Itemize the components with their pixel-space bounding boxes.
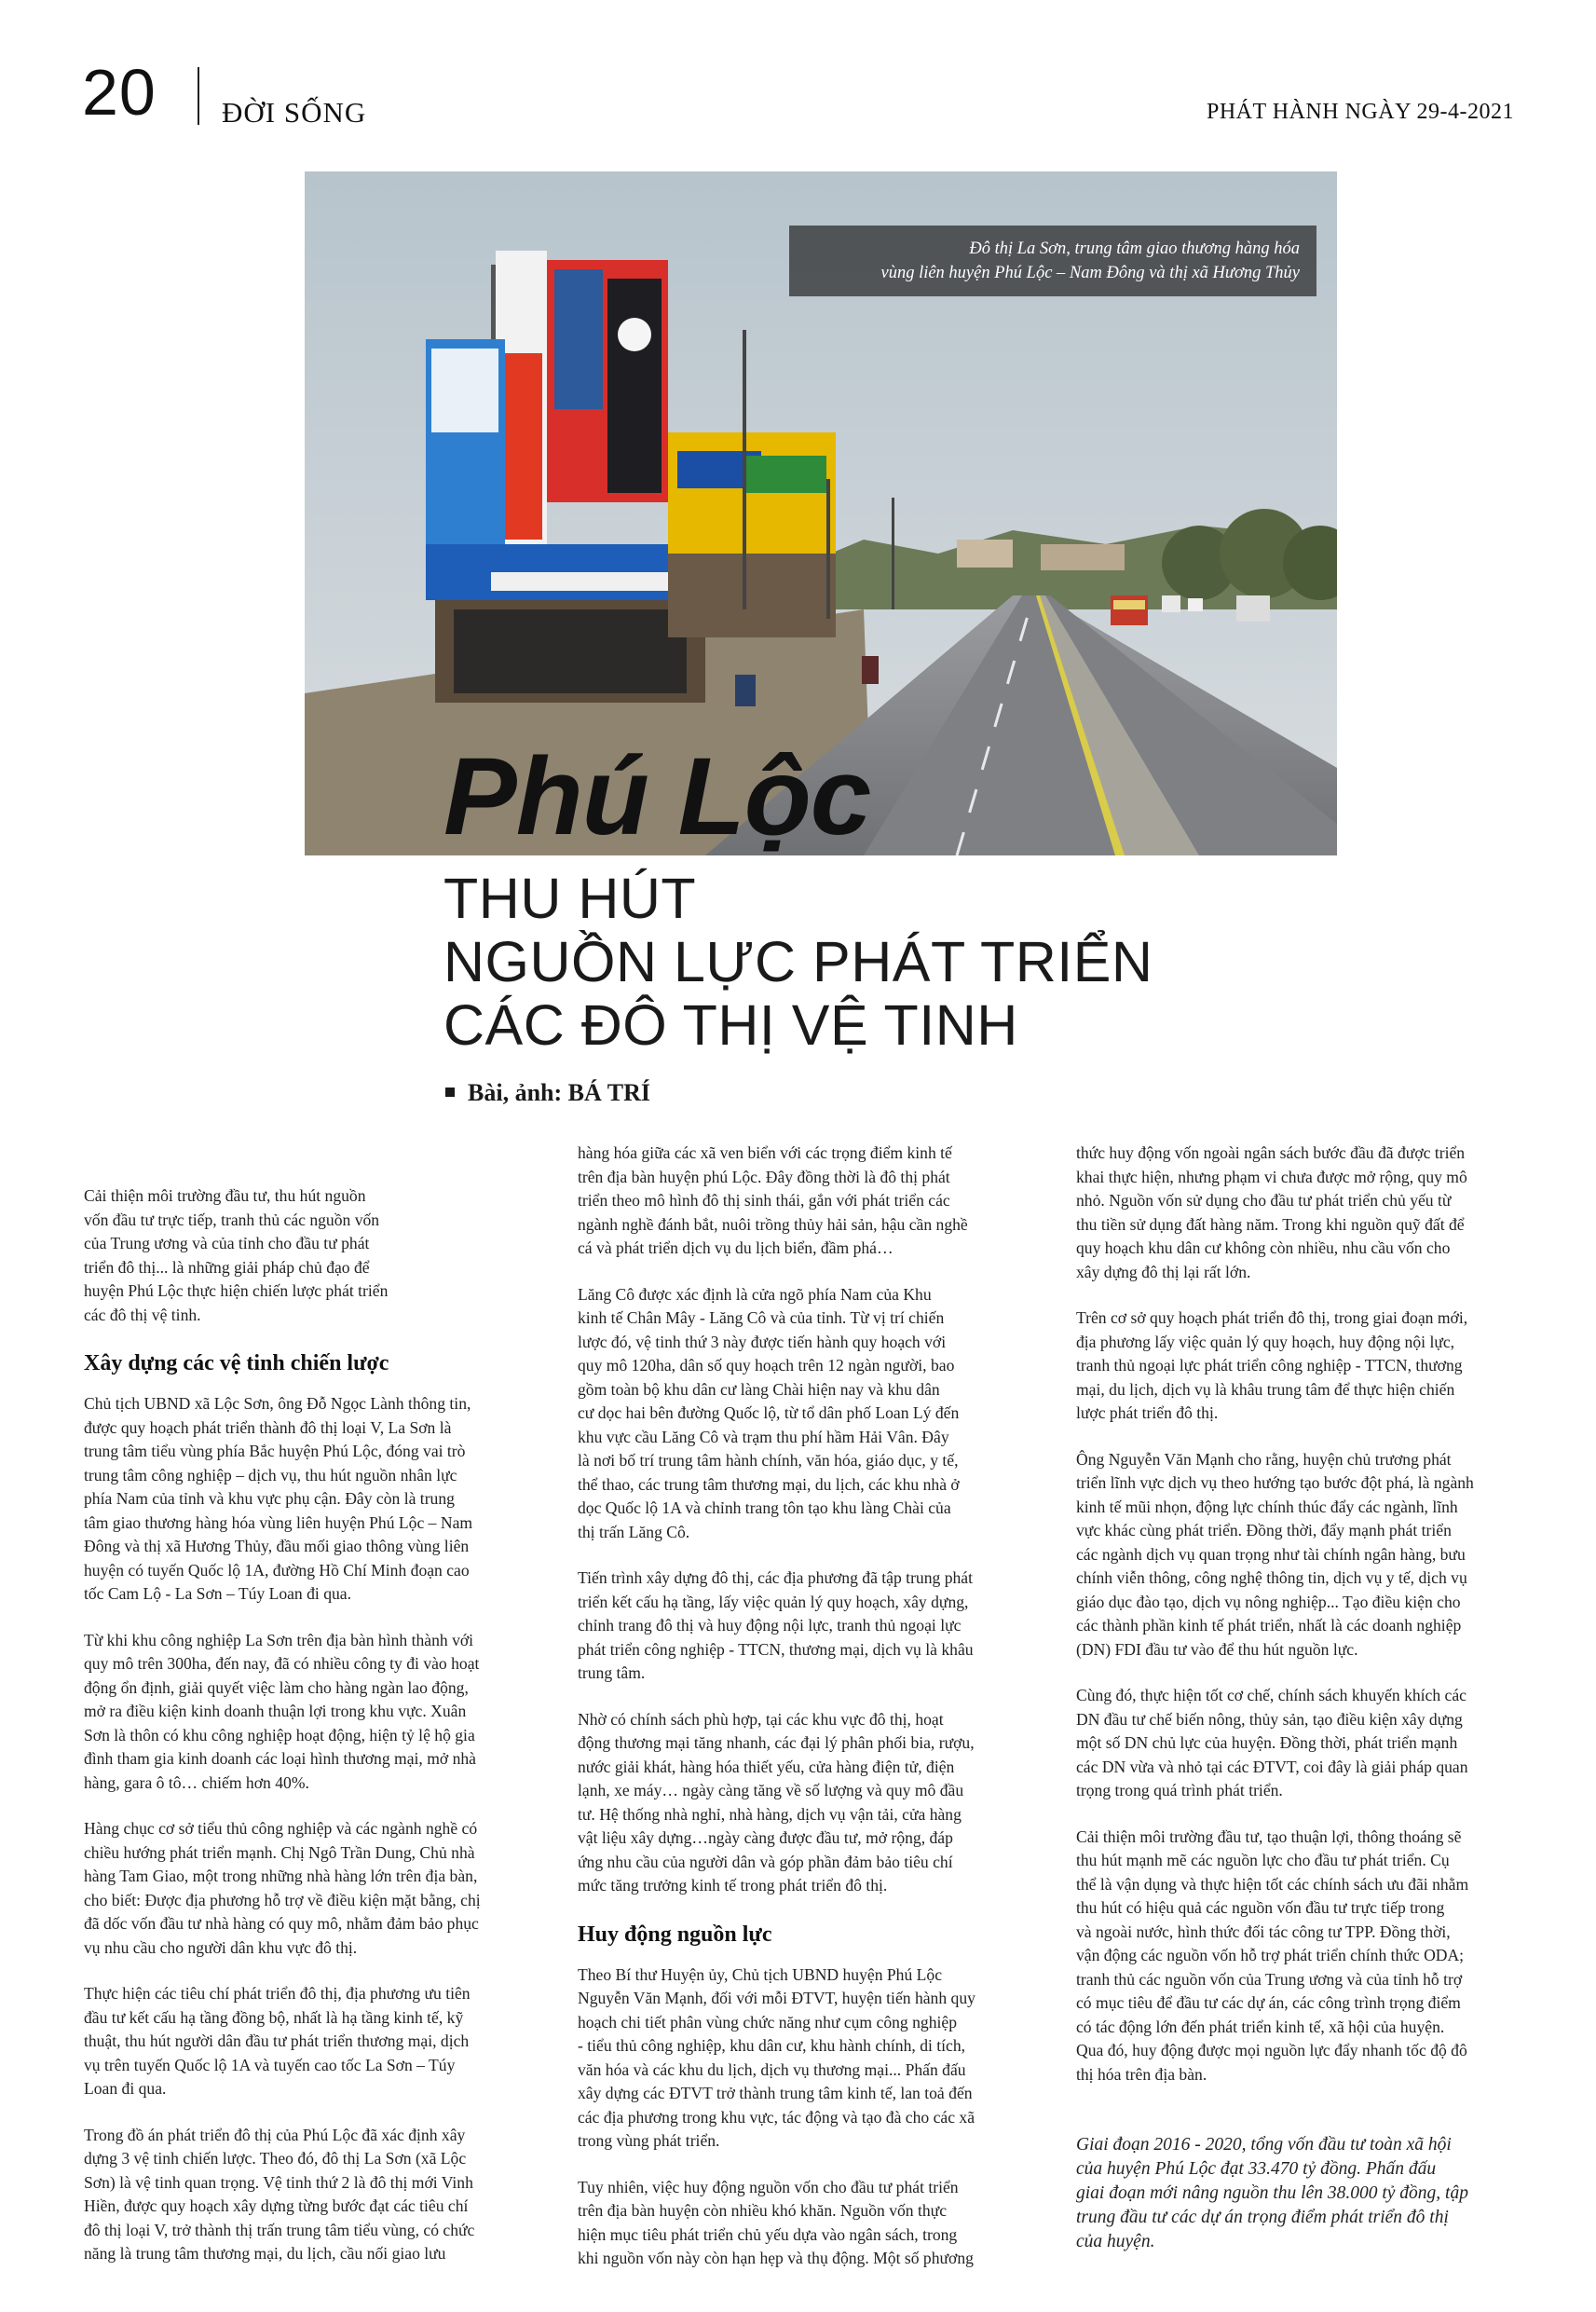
- body-line: thức huy động vốn ngoài ngân sách bước đầu đã được triển: [1076, 1143, 1466, 1162]
- note-line: của huyện Phú Lộc đạt 33.470 tỷ đồng. Phấn đấu: [1076, 2159, 1437, 2179]
- body-line: tranh thủ các nguồn vốn của Trung ương và của tỉnh hỗ trợ: [1076, 1969, 1463, 1989]
- body-line: thị trấn Lăng Cô.: [578, 1522, 690, 1541]
- body-line: chính viễn thông, công nghệ thông tin, dịch vụ y tế, dịch vụ: [1076, 1568, 1467, 1587]
- body-paragraph: [1076, 1684, 1551, 1803]
- body-line: tốc Cam Lộ - La Sơn – Túy Loan đi qua.: [84, 1584, 352, 1603]
- page-number: 20: [82, 56, 157, 129]
- body-line: thể là vận dụng và thực hiện tốt các chính sách ưu đãi nhằm: [1076, 1874, 1469, 1894]
- body-line: Qua đó, huy động được mọi nguồn lực đẩy nhanh tốc độ đô: [1076, 2041, 1467, 2059]
- body-line: thu tiền sử dụng đất hàng năm. Trong khi nguồn quỹ đất để: [1076, 1214, 1465, 1234]
- body-line: Loan đi qua.: [84, 2079, 167, 2098]
- body-line: phát triển công nghiệp - TTCN, thương mại, dịch vụ là khâu: [578, 1639, 974, 1659]
- body-line: là nơi bố trí trung tâm hành chính, văn hóa, giáo dục, y tế,: [578, 1451, 959, 1470]
- body-line: trọng trong quá trình phát triển.: [1076, 1781, 1283, 1799]
- body-paragraph: [1076, 1826, 1551, 2087]
- body-paragraph: [84, 1392, 568, 1607]
- body-line: hàng, gara ô tô… chiếm hơn 40%.: [84, 1772, 309, 1792]
- body-line: Cải thiện môi trường đầu tư, tạo thuận lợi, thông thoáng sẽ: [1076, 1826, 1462, 1846]
- column-3: [1076, 1142, 1551, 2254]
- subheadline-line: CÁC ĐÔ THỊ VỆ TINH: [443, 993, 1018, 1057]
- body-line: hàng hóa giữa các xã ven biển với các trọng điểm kinh tế: [578, 1143, 952, 1162]
- body-line: các địa phương trong khu vực, tác động và tạo đà cho các xã: [578, 2107, 975, 2127]
- body-paragraph: [1076, 1142, 1551, 1284]
- lead-line: huyện Phú Lộc thực hiện chiến lược phát triển: [84, 1281, 389, 1300]
- column-1: [84, 1142, 568, 2289]
- highlight-note: [1076, 2133, 1551, 2254]
- body-line: quy mô 120ha, dân số quy hoạch trên 12 ngàn người, bao: [578, 1356, 955, 1375]
- body-line: kinh tế Chân Mây - Lăng Cô và của tỉnh. Từ vị trí chiến: [578, 1308, 945, 1327]
- body-paragraph: [84, 1629, 568, 1796]
- body-line: nước giải khát, hàng hóa thiết yếu, cửa hàng điện tử, điện: [578, 1757, 955, 1776]
- body-line: kinh tế mũi nhọn, động lực chính thúc đẩy các ngành, lĩnh: [1076, 1497, 1458, 1516]
- body-line: năng là trung tâm thương mại, du lịch, cầu nối giao lưu: [84, 2244, 446, 2263]
- body-line: thu hút mạnh mẽ các nguồn lực cho đầu tư phát triển. Cụ: [1076, 1851, 1450, 1869]
- lead-line: các đô thị vệ tinh.: [84, 1305, 201, 1324]
- body-paragraph: [578, 1283, 1053, 1545]
- body-line: hoạch chi tiết phân vùng chức năng như cụm công nghiệp: [578, 2012, 958, 2032]
- body-line: khai thực hiện, nhưng phạm vi chưa được mở rộng, quy mô: [1076, 1167, 1467, 1186]
- body-line: cho biết: Được địa phương hỗ trợ về điều kiện mặt bằng, chị: [84, 1890, 481, 1909]
- body-line: thu hút có hiệu quả các nguồn vốn đầu tư trực tiếp trong: [1076, 1898, 1445, 1917]
- body-line: ngành nghề đánh bắt, nuôi trồng thủy hải sản, hậu cần nghề: [578, 1214, 968, 1234]
- note-line: giai đoạn mới nâng nguồn thu lên 38.000 tỷ đồng, tập: [1076, 2183, 1468, 2203]
- body-line: có mục tiêu để đầu tư các dự án, các công trình trọng điểm: [1076, 1993, 1461, 2012]
- photo-caption-line: Đô thị La Sơn, trung tâm giao thương hàng hóa: [969, 239, 1300, 258]
- body-line: một số DN chủ lực của huyện. Đồng thời, phát triển mạnh: [1076, 1733, 1458, 1752]
- body-line: triển kết cấu hạ tầng, lấy việc quản lý quy hoạch, xây dựng,: [578, 1592, 969, 1611]
- body-line: mở ra điều kiện kinh doanh thuận lợi trong khu vực. Xuân: [84, 1702, 467, 1720]
- body-line: đình tham gia kinh doanh các loại hình thương mại, mở nhà: [84, 1749, 476, 1768]
- body-paragraph: [1076, 1448, 1551, 1662]
- body-paragraph: [84, 1982, 568, 2101]
- body-line: Trong đồ án phát triển đô thị của Phú Lộc đã xác định xây: [84, 2125, 466, 2144]
- body-line: Ông Nguyễn Văn Mạnh cho rằng, huyện chủ trương phát: [1076, 1449, 1452, 1469]
- byline-text: Bài, ảnh: BÁ TRÍ: [468, 1079, 651, 1106]
- body-paragraph: [84, 2124, 568, 2266]
- body-line: các DN vừa và nhỏ tại các ĐTVT, coi đây là giải pháp quan: [1076, 1757, 1468, 1776]
- body-line: trung tâm công nghiệp – dịch vụ, thu hút nguồn nhân lực: [84, 1465, 457, 1484]
- body-paragraph: [1076, 1306, 1551, 1426]
- body-line: trung tâm.: [578, 1663, 646, 1682]
- lead-line: của Trung ương và của tỉnh cho đầu tư phát: [84, 1234, 370, 1252]
- body-line: thị hóa trên địa bàn.: [1076, 2064, 1207, 2084]
- body-line: quy mô trên 300ha, đến nay, đã có nhiều công ty đi vào hoạt: [84, 1654, 480, 1673]
- body-line: Sơn) là vệ tinh quan trọng. Vệ tinh thứ 2 là đô thị mới Vinh: [84, 2172, 473, 2192]
- photo-caption: [789, 226, 1316, 296]
- body-line: triển theo mô hình đô thị sinh thái, gắn với phát triển các: [578, 1191, 950, 1210]
- body-line: đã dốc vốn đầu tư nhà hàng có quy mô, nhằm đảm bảo phục: [84, 1914, 479, 1933]
- body-line: tâm giao thương hàng hóa vùng liên huyện Phú Lộc – Nam: [84, 1512, 473, 1532]
- body-line: động ổn định, giải quyết việc làm cho hàng ngàn lao động,: [84, 1677, 469, 1697]
- body-line: hiện mục tiêu phát triển chủ yếu dựa vào ngân sách, trong: [578, 2224, 958, 2244]
- body-line: dọc Quốc lộ 1A và chỉnh trang tôn tạo khu làng Chài của: [578, 1498, 951, 1517]
- body-line: trên địa bàn huyện phú Lộc. Đây đồng thời là đô thị phát: [578, 1167, 950, 1186]
- body-line: giáo dục đào tạo, dịch vụ nông nghiệp... Tạo điều kiện cho: [1076, 1592, 1461, 1611]
- body-line: trung tâm tiểu vùng phía Bắc huyện Phú Lộc, đóng vai trò: [84, 1442, 466, 1460]
- body-line: động thương mại tăng nhanh, các đại lý phân phối bia, rượu,: [578, 1733, 975, 1752]
- body-line: địa phương lấy việc quản lý quy hoạch, huy động nội lực,: [1076, 1332, 1455, 1351]
- body-line: Thực hiện các tiêu chí phát triển đô thị, địa phương ưu tiên: [84, 1984, 471, 2003]
- subheadline-line: NGUỒN LỰC PHÁT TRIỂN: [443, 930, 1153, 993]
- body-line: trên địa bàn huyện còn nhiều khó khăn. Nguồn vốn thực: [578, 2201, 948, 2220]
- body-line: lược phát triển đô thị.: [1076, 1403, 1219, 1422]
- body-line: (DN) FDI đầu tư vào để thu hút nguồn lực.: [1076, 1639, 1358, 1659]
- body-line: Chủ tịch UBND xã Lộc Sơn, ông Đỗ Ngọc Lành thông tin,: [84, 1394, 471, 1413]
- body-line: Từ khi khu công nghiệp La Sơn trên địa bàn hình thành với: [84, 1630, 474, 1649]
- body-paragraph: [84, 1817, 568, 1960]
- body-line: Tiến trình xây dựng đô thị, các địa phương đã tập trung phát: [578, 1568, 974, 1587]
- body-line: nhỏ. Nguồn vốn sử dụng cho đầu tư phát triển chủ yếu từ: [1076, 1191, 1452, 1210]
- body-line: thuật, thu hút người dân đầu tư phát triển thương mại, dịch: [84, 2032, 470, 2050]
- body-line: triển lĩnh vực dịch vụ theo hướng tạo bước đột phá, là ngành: [1076, 1473, 1474, 1492]
- section-heading: Xây dựng các vệ tinh chiến lược: [84, 1351, 389, 1375]
- body-line: ứng nhu cầu của người dân và góp phần đảm bảo tiêu chí: [578, 1852, 953, 1871]
- body-line: tranh thủ ngoại lực phát triển công nghiệp - TTCN, thương: [1076, 1356, 1463, 1375]
- body-line: mức tăng trưởng kinh tế trong phát triển đô thị.: [578, 1876, 888, 1895]
- column-2: [578, 1142, 1053, 2293]
- body-line: Cùng đó, thực hiện tốt cơ chế, chính sách khuyến khích các: [1076, 1686, 1466, 1704]
- body-line: vận động các nguồn vốn hỗ trợ phát triển chính thức ODA;: [1076, 1946, 1465, 1964]
- body-line: các thành phần kinh tế phát triển, nhất là các doanh nghiệp: [1076, 1616, 1462, 1635]
- body-line: gồm toàn bộ khu dân cư làng Chài hiện nay và khu dân: [578, 1379, 940, 1399]
- body-line: xây dựng đô thị lại rất lớn.: [1076, 1262, 1251, 1281]
- body-paragraph: [578, 1708, 1053, 1898]
- body-line: phía Nam của tỉnh và khu vực phụ cận. Đây còn là trung: [84, 1489, 455, 1508]
- body-line: các ngành dịch vụ quan trọng như tài chính ngân hàng, bưu: [1076, 1544, 1466, 1564]
- body-line: dựng 3 vệ tinh chiến lược. Theo đó, đô thị La Sơn (xã Lộc: [84, 2149, 467, 2168]
- lead-line: Cải thiện môi trường đầu tư, thu hút nguồn: [84, 1186, 366, 1205]
- body-line: Lăng Cô được xác định là cửa ngõ phía Nam của Khu: [578, 1284, 932, 1304]
- body-line: đô thị loại V, trở thành thị trấn trung tâm tiểu vùng, có chức: [84, 2220, 475, 2239]
- body-line: Nhờ có chính sách phù hợp, tại các khu vực đô thị, hoạt: [578, 1709, 944, 1729]
- body-line: vụ trên tuyến Quốc lộ 1A và tuyến cao tốc La Sơn – Túy: [84, 2055, 456, 2074]
- header-divider: [198, 67, 199, 125]
- body-line: hàng Tam Giao, một trong những nhà hàng lớn trên địa bàn,: [84, 1867, 478, 1885]
- body-line: có tác động lớn đến phát triển kinh tế, xã hội của huyện.: [1076, 2017, 1445, 2036]
- body-line: DN đầu tư chế biến nông, thủy sản, tạo điều kiện xây dựng: [1076, 1709, 1463, 1729]
- body-line: đầu tư kết cấu hạ tầng đồng bộ, nhất là hạ tầng kinh tế, kỹ: [84, 2007, 464, 2027]
- body-line: Hiền, được quy hoạch xây dựng từng bước đạt các tiêu chí: [84, 2196, 469, 2215]
- body-line: vật liệu xây dựng…ngày càng được đầu tư, mở rộng, đáp: [578, 1828, 953, 1847]
- body-line: được quy hoạch phát triển thành đô thị loại V, La Sơn là: [84, 1417, 452, 1437]
- note-line: Giai đoạn 2016 - 2020, tổng vốn đầu tư toàn xã hội: [1076, 2135, 1452, 2155]
- body-line: chiều hướng phát triển mạnh. Chị Ngô Trần Dung, Chủ nhà: [84, 1842, 475, 1862]
- body-line: trong vùng phát triển.: [578, 2131, 720, 2150]
- photo-caption-line: vùng liên huyện Phú Lộc – Nam Đông và thị xã Hương Thủy: [880, 264, 1300, 282]
- body-line: - tiểu thủ công nghiệp, khu dân cư, khu hành chính, di tích,: [578, 2036, 966, 2055]
- subheadline: [443, 867, 1153, 1057]
- body-line: thể thao, các trung tâm thương mại, du lịch, các khu nhà ở: [578, 1474, 960, 1494]
- bullet-square-icon: [445, 1088, 455, 1097]
- body-line: lạnh, xe máy… ngày càng tăng về số lượng và quy mô đầu: [578, 1781, 964, 1799]
- body-line: Đông và thị xã Hương Thủy, đầu mối giao thông vùng liên: [84, 1537, 470, 1555]
- body-line: lược đó, vệ tinh thứ 3 này được tiến hành quy hoạch với: [578, 1332, 947, 1351]
- section-heading: Huy động nguồn lực: [578, 1922, 772, 1947]
- body-line: khi nguồn vốn này còn hạn hẹp và thụ động. Một số phương: [578, 2249, 974, 2267]
- body-line: quy hoạch khu dân cư không còn nhiều, nhu cầu vốn cho: [1076, 1238, 1451, 1257]
- body-line: văn hóa và các khu du lịch, dịch vụ thương mại... Phấn đấu: [578, 2059, 966, 2079]
- body-line: cư dọc hai bên đường Quốc lộ, từ tổ dân phố Loan Lý đến: [578, 1403, 960, 1422]
- body-paragraph: [578, 1566, 1053, 1686]
- body-paragraph: [578, 1963, 1053, 2154]
- body-line: xây dựng các ĐTVT trở thành trung tâm kinh tế, lan toả đến: [578, 2084, 973, 2102]
- body-line: vực khác cùng phát triển. Đồng thời, đẩy mạnh phát triển: [1076, 1521, 1452, 1539]
- body-line: Sơn là thôn có khu công nghiệp hoạt động, hiện tỷ lệ hộ gia: [84, 1725, 475, 1744]
- body-line: cá và phát triển dịch vụ du lịch biển, đầm phá…: [578, 1238, 893, 1257]
- lead-line: vốn đầu tư trực tiếp, tranh thủ các nguồn vốn: [84, 1210, 380, 1229]
- body-line: Theo Bí thư Huyện ủy, Chủ tịch UBND huyện Phú Lộc: [578, 1964, 943, 1984]
- subheadline-line: THU HÚT: [443, 867, 697, 930]
- body-line: khu vực cầu Lăng Cô và trạm thu phí hầm Hải Vân. Đây: [578, 1427, 949, 1446]
- byline: [445, 1079, 650, 1107]
- lead-line: triển đô thị... là những giải pháp chủ đạo để: [84, 1257, 370, 1277]
- body-paragraph: [578, 1142, 1053, 1261]
- section-name: ĐỜI SỐNG: [222, 96, 367, 129]
- body-line: mại, du lịch, dịch vụ là khâu trung tâm để thực hiện chiến: [1076, 1379, 1455, 1399]
- note-line: của huyện.: [1076, 2232, 1155, 2251]
- body-line: Hàng chục cơ sở tiểu thủ công nghiệp và các ngành nghề có: [84, 1819, 478, 1838]
- body-line: Trên cơ sở quy hoạch phát triển đô thị, trong giai đoạn mới,: [1076, 1308, 1468, 1327]
- note-line: trung đầu tư các dự án trọng điểm phát triển đô thị: [1076, 2208, 1449, 2227]
- body-paragraph: [578, 2176, 1053, 2271]
- body-line: vụ nhu cầu cho người dân khu vực đô thị.: [84, 1937, 358, 1957]
- publish-date: PHÁT HÀNH NGÀY 29-4-2021: [1207, 100, 1514, 124]
- body-line: Tuy nhiên, việc huy động nguồn vốn cho đầu tư phát triển: [578, 2177, 959, 2196]
- body-line: huyện có tuyến Quốc lộ 1A, đường Hồ Chí Minh đoạn cao: [84, 1560, 470, 1580]
- body-line: tư. Hệ thống nhà nghỉ, nhà hàng, dịch vụ vận tải, cửa hàng: [578, 1804, 962, 1824]
- headline: Phú Lộc: [443, 735, 871, 858]
- body-line: chỉnh trang đô thị và huy động nội lực, tranh thủ ngoại lực: [578, 1616, 962, 1635]
- body-line: và ngoài nước, hình thức đối tác công tư TPP. Đồng thời,: [1076, 1922, 1451, 1941]
- body-line: Nguyễn Văn Mạnh, đối với mỗi ĐTVT, huyện tiến hành quy: [578, 1989, 975, 2007]
